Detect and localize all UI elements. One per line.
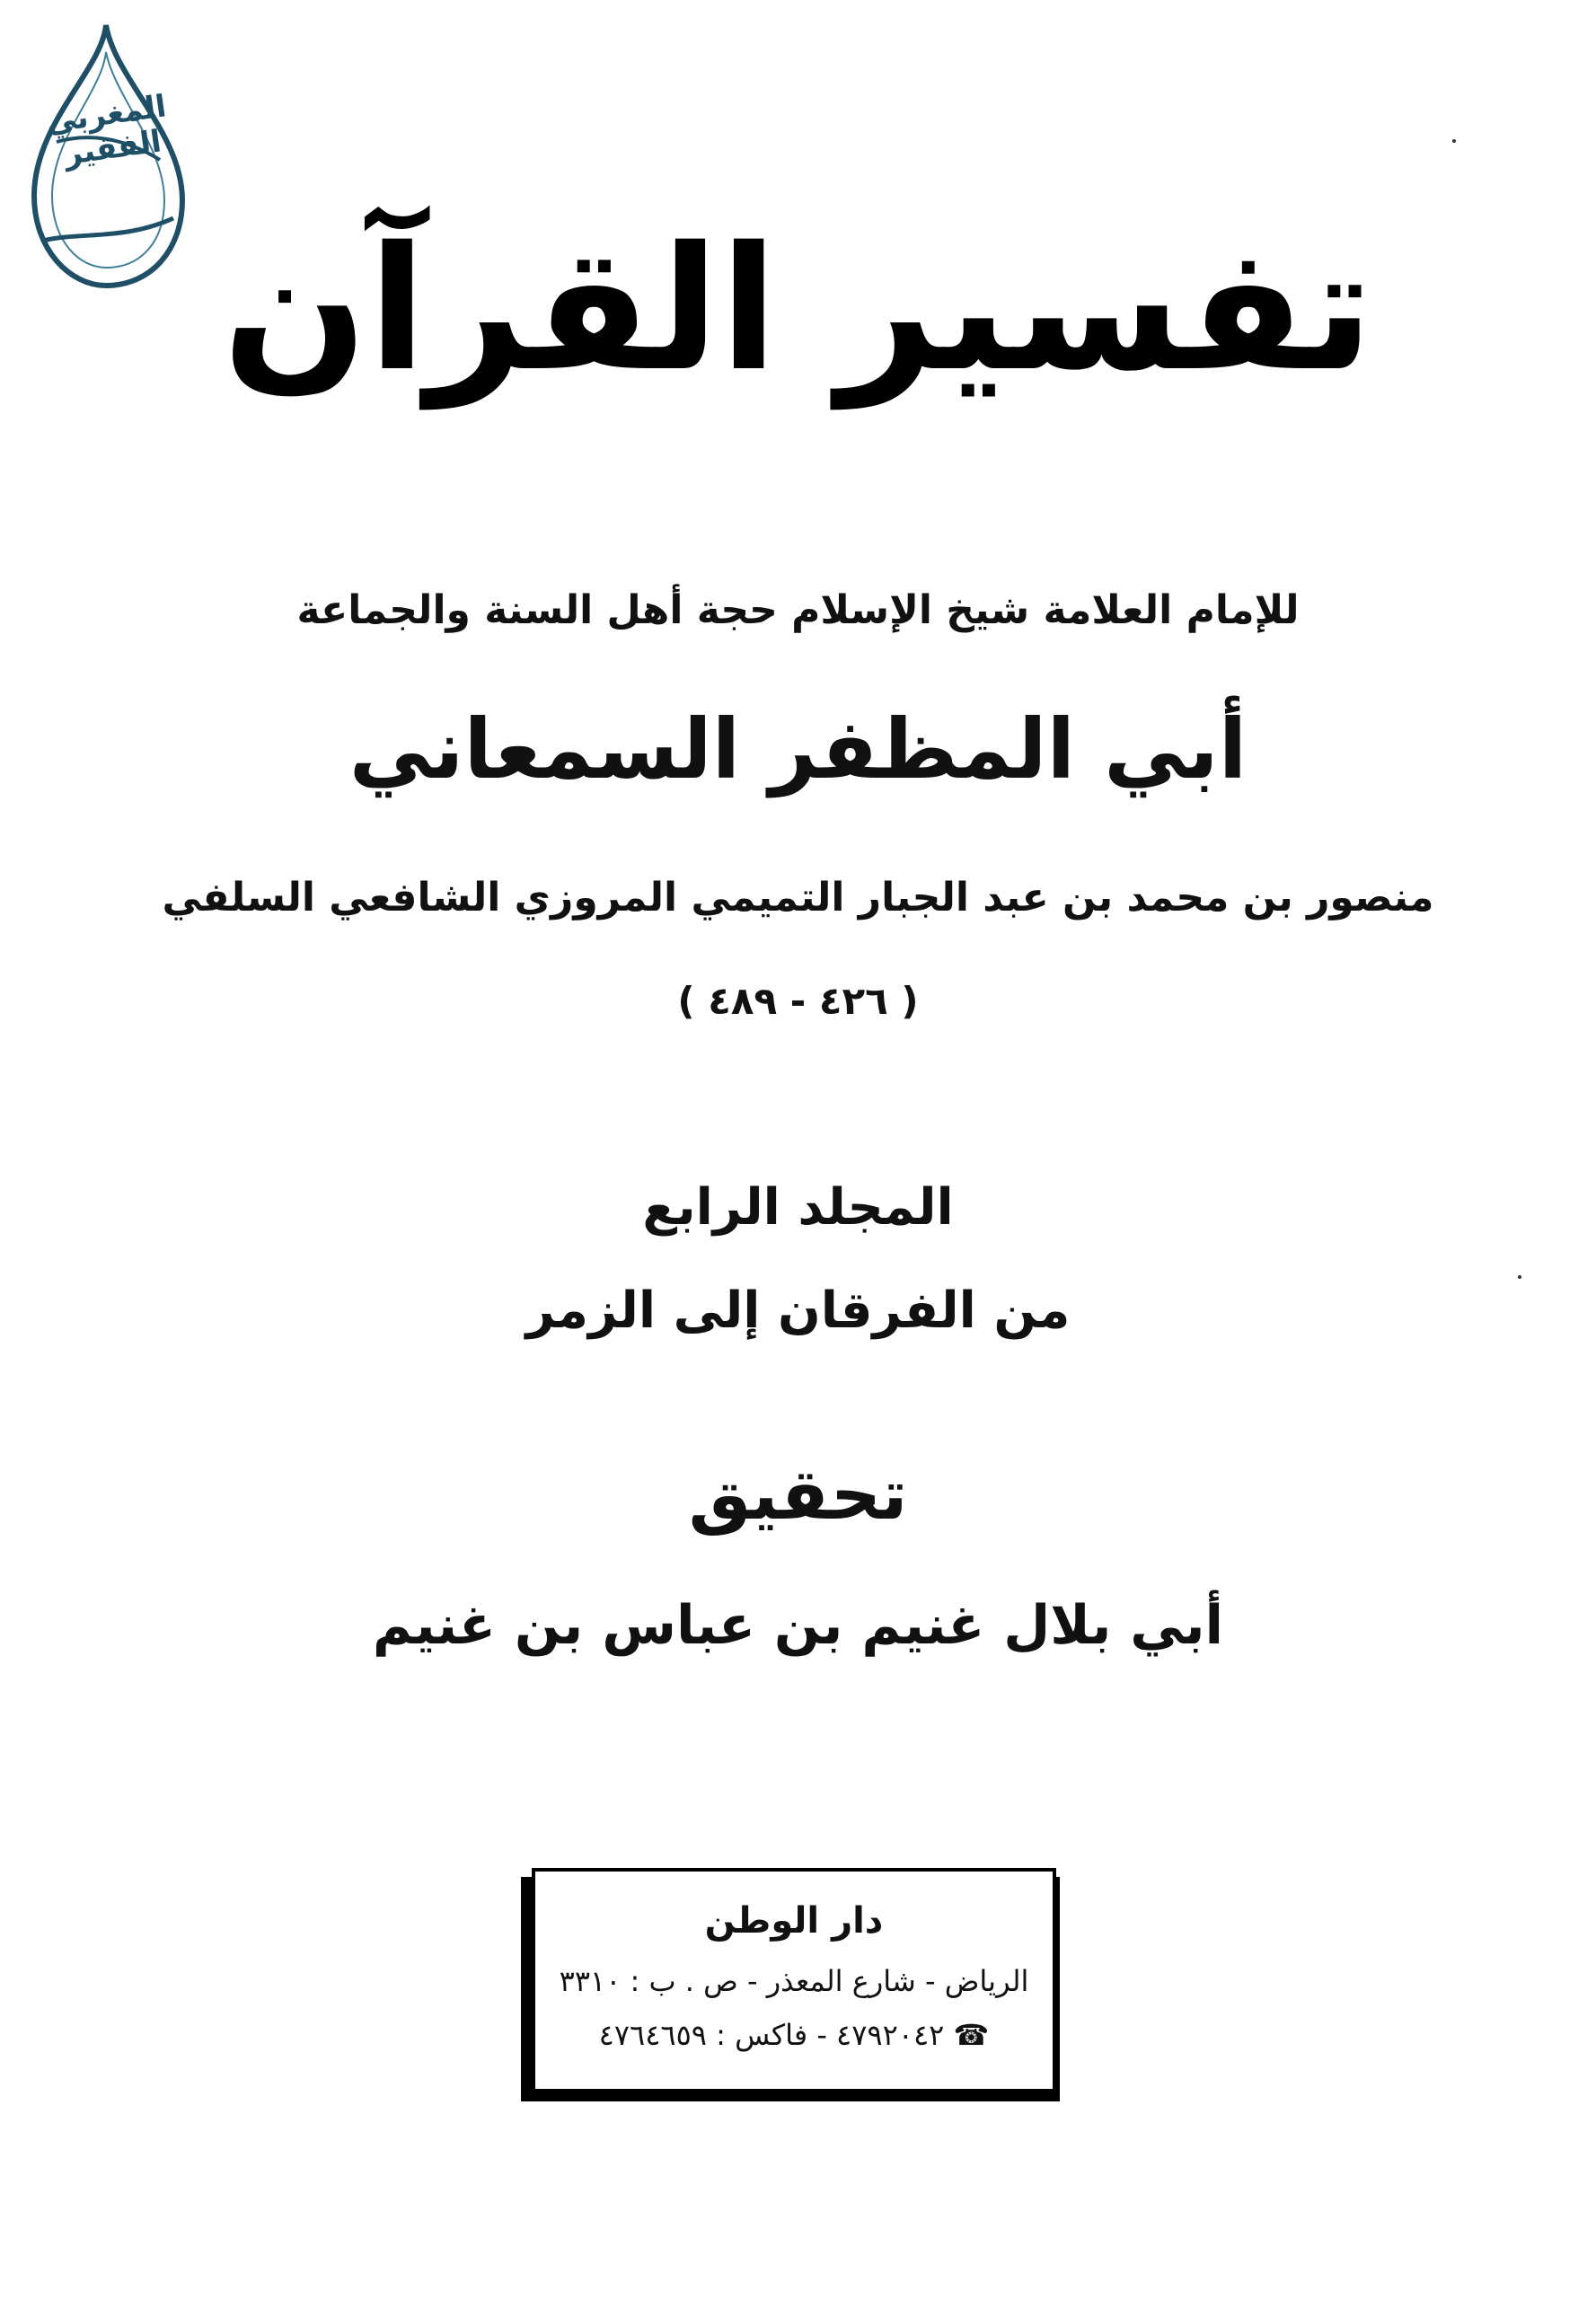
editing-label: تحقيق bbox=[688, 1455, 908, 1536]
scan-speck bbox=[1452, 139, 1456, 143]
publisher-phone: ☎ ٤٧٩٢٠٤٢ - فاكس : ٤٧٦٤٦٥٩ bbox=[598, 2018, 990, 2052]
author-kunya: أبي المظفر السمعاني bbox=[348, 701, 1248, 797]
author-lifespan: ( ٤٢٦ - ٤٨٩ ) bbox=[677, 979, 919, 1023]
logo-text: المغربي الفقير bbox=[43, 88, 169, 173]
volume-range: من الفرقان إلى الزمر bbox=[525, 1282, 1071, 1340]
publisher-box bbox=[532, 1868, 1056, 2092]
book-title: تفسير القرآن bbox=[222, 210, 1374, 409]
editor-name: أبي بلال غنيم بن عباس بن غنيم bbox=[372, 1594, 1224, 1657]
publisher-name: دار الوطن bbox=[704, 1900, 884, 1942]
volume-label: المجلد الرابع bbox=[642, 1178, 954, 1237]
author-fullname: منصور بن محمد بن عبد الجبار التميمي المروزي الشافعي السلفي bbox=[162, 875, 1434, 920]
author-honorific: للإمام العلامة شيخ الإسلام حجة أهل السنة والجماعة bbox=[296, 587, 1300, 633]
publisher-address: الرياض - شارع المعذر - ص . ب : ٣٣١٠ bbox=[559, 1964, 1029, 1998]
